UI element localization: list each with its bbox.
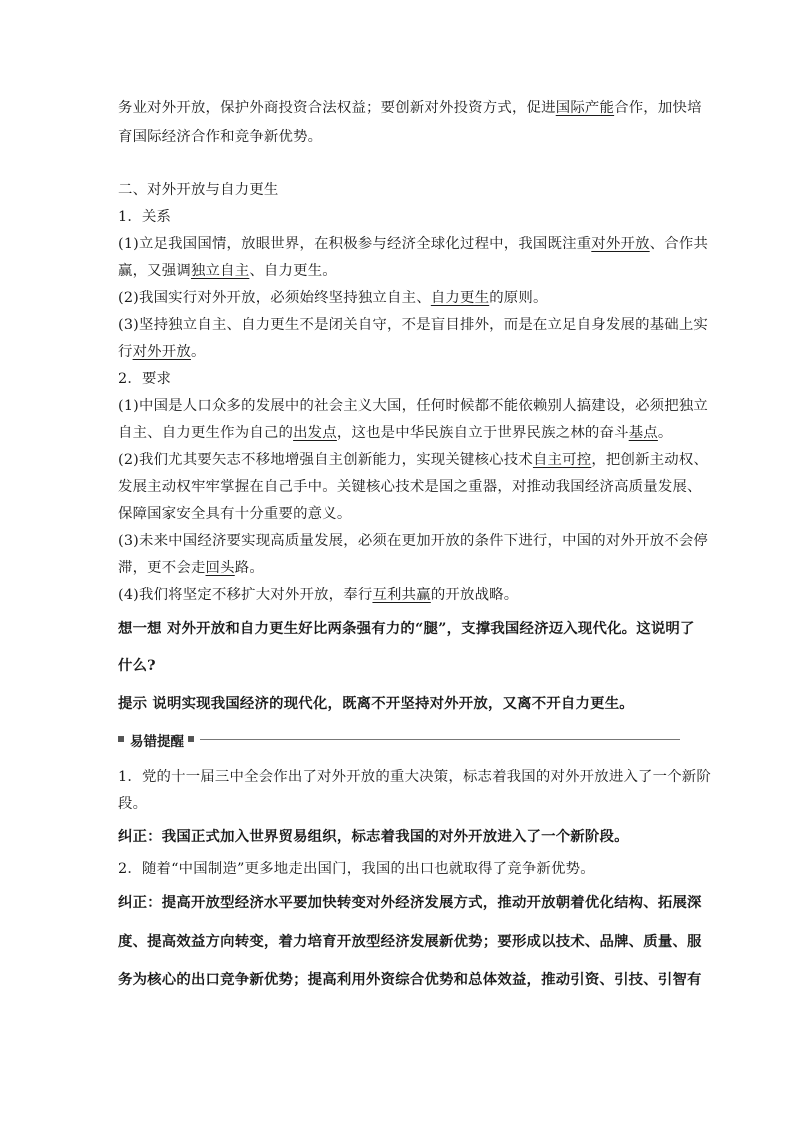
underlined-term: 国际产能 xyxy=(555,100,615,116)
text-line xyxy=(118,529,708,550)
text-segment: 合作，加快培 xyxy=(614,100,702,116)
text-line xyxy=(118,421,672,442)
text-line xyxy=(118,259,337,280)
mistake-item xyxy=(118,765,711,786)
text-segment: 二、对外开放与自力更生 xyxy=(118,182,279,198)
text-line xyxy=(118,475,702,496)
underlined-term: 基点 xyxy=(628,425,658,441)
text-segment: 保障国家安全具有十分重要的意义。 xyxy=(118,506,352,522)
text-segment: 。 xyxy=(657,425,673,441)
text-segment: ，把创新主动权、 xyxy=(591,452,709,468)
text-segment: 的开放战略。 xyxy=(430,587,519,603)
subsection-heading xyxy=(118,205,171,226)
text-segment: (4)我们将坚定不移扩大对外开放，奉行 xyxy=(118,587,373,603)
text-line xyxy=(118,232,708,253)
text-segment: (2)我们尤其要矢志不移地增强自主创新能力，实现关键核心技术 xyxy=(118,452,533,468)
text-segment: 2．随着“中国制造”更多地走出国门，我国的出口也就取得了竞争新优势。 xyxy=(118,861,595,877)
text-segment: (1)立足我国国情，放眼世界，在积极参与经济全球化过程中，我国既注重 xyxy=(118,236,592,252)
mistake-item xyxy=(118,857,595,878)
underlined-term: 自主可控 xyxy=(532,452,592,468)
text-segment: 段。 xyxy=(118,796,148,812)
text-segment: 提示 说明实现我国经济的现代化，既离不开坚持对外开放，又离不开自力更生。 xyxy=(118,695,634,712)
text-line xyxy=(118,286,548,307)
underlined-term: 回头 xyxy=(205,560,235,576)
text-segment: 。 xyxy=(190,344,206,360)
text-line xyxy=(118,556,264,577)
think-question xyxy=(118,617,695,638)
text-segment: 1．关系 xyxy=(118,209,172,225)
hint-answer xyxy=(118,692,634,713)
text-segment: 2．要求 xyxy=(118,371,172,387)
correction xyxy=(118,825,629,846)
text-segment: 的原则。 xyxy=(489,290,548,306)
underlined-term: 独立自主 xyxy=(190,263,250,279)
underlined-term: 对外开放 xyxy=(132,344,191,360)
underlined-term: 出发点 xyxy=(293,425,337,441)
text-segment: 育国际经济合作和竞争新优势。 xyxy=(118,129,323,145)
underlined-term: 互利共赢 xyxy=(372,587,431,603)
text-segment: (3)未来中国经济要实现高质量发展，必须在更加开放的条件下进行，中国的对外开放不会停 xyxy=(118,533,709,549)
divider xyxy=(200,739,680,740)
text-segment: 务业对外开放，保护外商投资合法权益；要创新对外投资方式，促进 xyxy=(118,100,556,116)
text-segment: 务为核心的出口竞争新优势；提高利用外资综合优势和总体效益，推动引资、引技、引智有 xyxy=(118,971,702,988)
text-line xyxy=(118,125,322,146)
correction xyxy=(118,891,702,912)
underlined-term: 对外开放 xyxy=(591,236,650,252)
text-segment: 1．党的十一届三中全会作出了对外开放的重大决策，标志着我国的对外开放进入了一个新阶 xyxy=(118,769,711,785)
text-segment: 纠正：我国正式加入世界贸易组织，标志着我国的对外开放进入了一个新阶段。 xyxy=(118,828,629,845)
text-segment: 滞，更不会走 xyxy=(118,560,206,576)
text-segment: 什么? xyxy=(118,657,156,674)
text-line xyxy=(118,502,351,523)
text-segment: 行 xyxy=(118,344,133,360)
text-segment: (2)我国实行对外开放，必须始终坚持独立自主、 xyxy=(118,290,431,306)
text-segment: 自主、自力更生作为自己的 xyxy=(118,425,294,441)
text-line xyxy=(118,313,708,334)
text-segment: (1)中国是人口众多的发展中的社会主义大国，任何时候都不能依赖别人搞建设，必须把独立 xyxy=(118,398,709,414)
text-line xyxy=(118,583,518,604)
text-segment: (3)坚持独立自主、自力更生不是闭关自守，不是盲目排外，而是在立足自身发展的基础上实 xyxy=(118,317,709,333)
text-segment: 、合作共 xyxy=(649,236,709,252)
text-line xyxy=(118,96,702,117)
think-question xyxy=(118,654,156,675)
square-icon xyxy=(188,736,194,742)
section-heading xyxy=(118,178,279,199)
square-icon xyxy=(118,736,124,742)
text-segment: 纠正：提高开放型经济水平要加快转变对外经济发展方式，推动开放朝着优化结构、拓展深 xyxy=(118,894,702,911)
text-segment: 路。 xyxy=(234,560,264,576)
mistake-item xyxy=(118,792,147,813)
correction xyxy=(118,968,702,989)
text-line xyxy=(118,448,708,469)
text-line xyxy=(118,340,206,361)
underlined-term: 自力更生 xyxy=(430,290,490,306)
tip-header xyxy=(118,730,680,750)
text-segment: 发展主动权牢牢掌握在自己手中。关键核心技术是国之重器，对推动我国经济高质量发展、 xyxy=(118,479,702,495)
text-segment: ，这也是中华民族自立于世界民族之林的奋斗 xyxy=(336,425,629,441)
tip-header-title: 易错提醒 xyxy=(130,734,184,750)
text-line xyxy=(118,394,708,415)
text-segment: 、自力更生。 xyxy=(249,263,337,279)
text-segment: 度、提高效益方向转变，着力培育开放型经济发展新优势；要形成以技术、品牌、质量、服 xyxy=(118,933,702,950)
text-segment: 想一想 对外开放和自力更生好比两条强有力的“腿”，支撑我国经济迈入现代化。这说明了 xyxy=(118,620,695,637)
subsection-heading xyxy=(118,367,171,388)
correction xyxy=(118,930,702,951)
text-segment: 赢，又强调 xyxy=(118,263,191,279)
